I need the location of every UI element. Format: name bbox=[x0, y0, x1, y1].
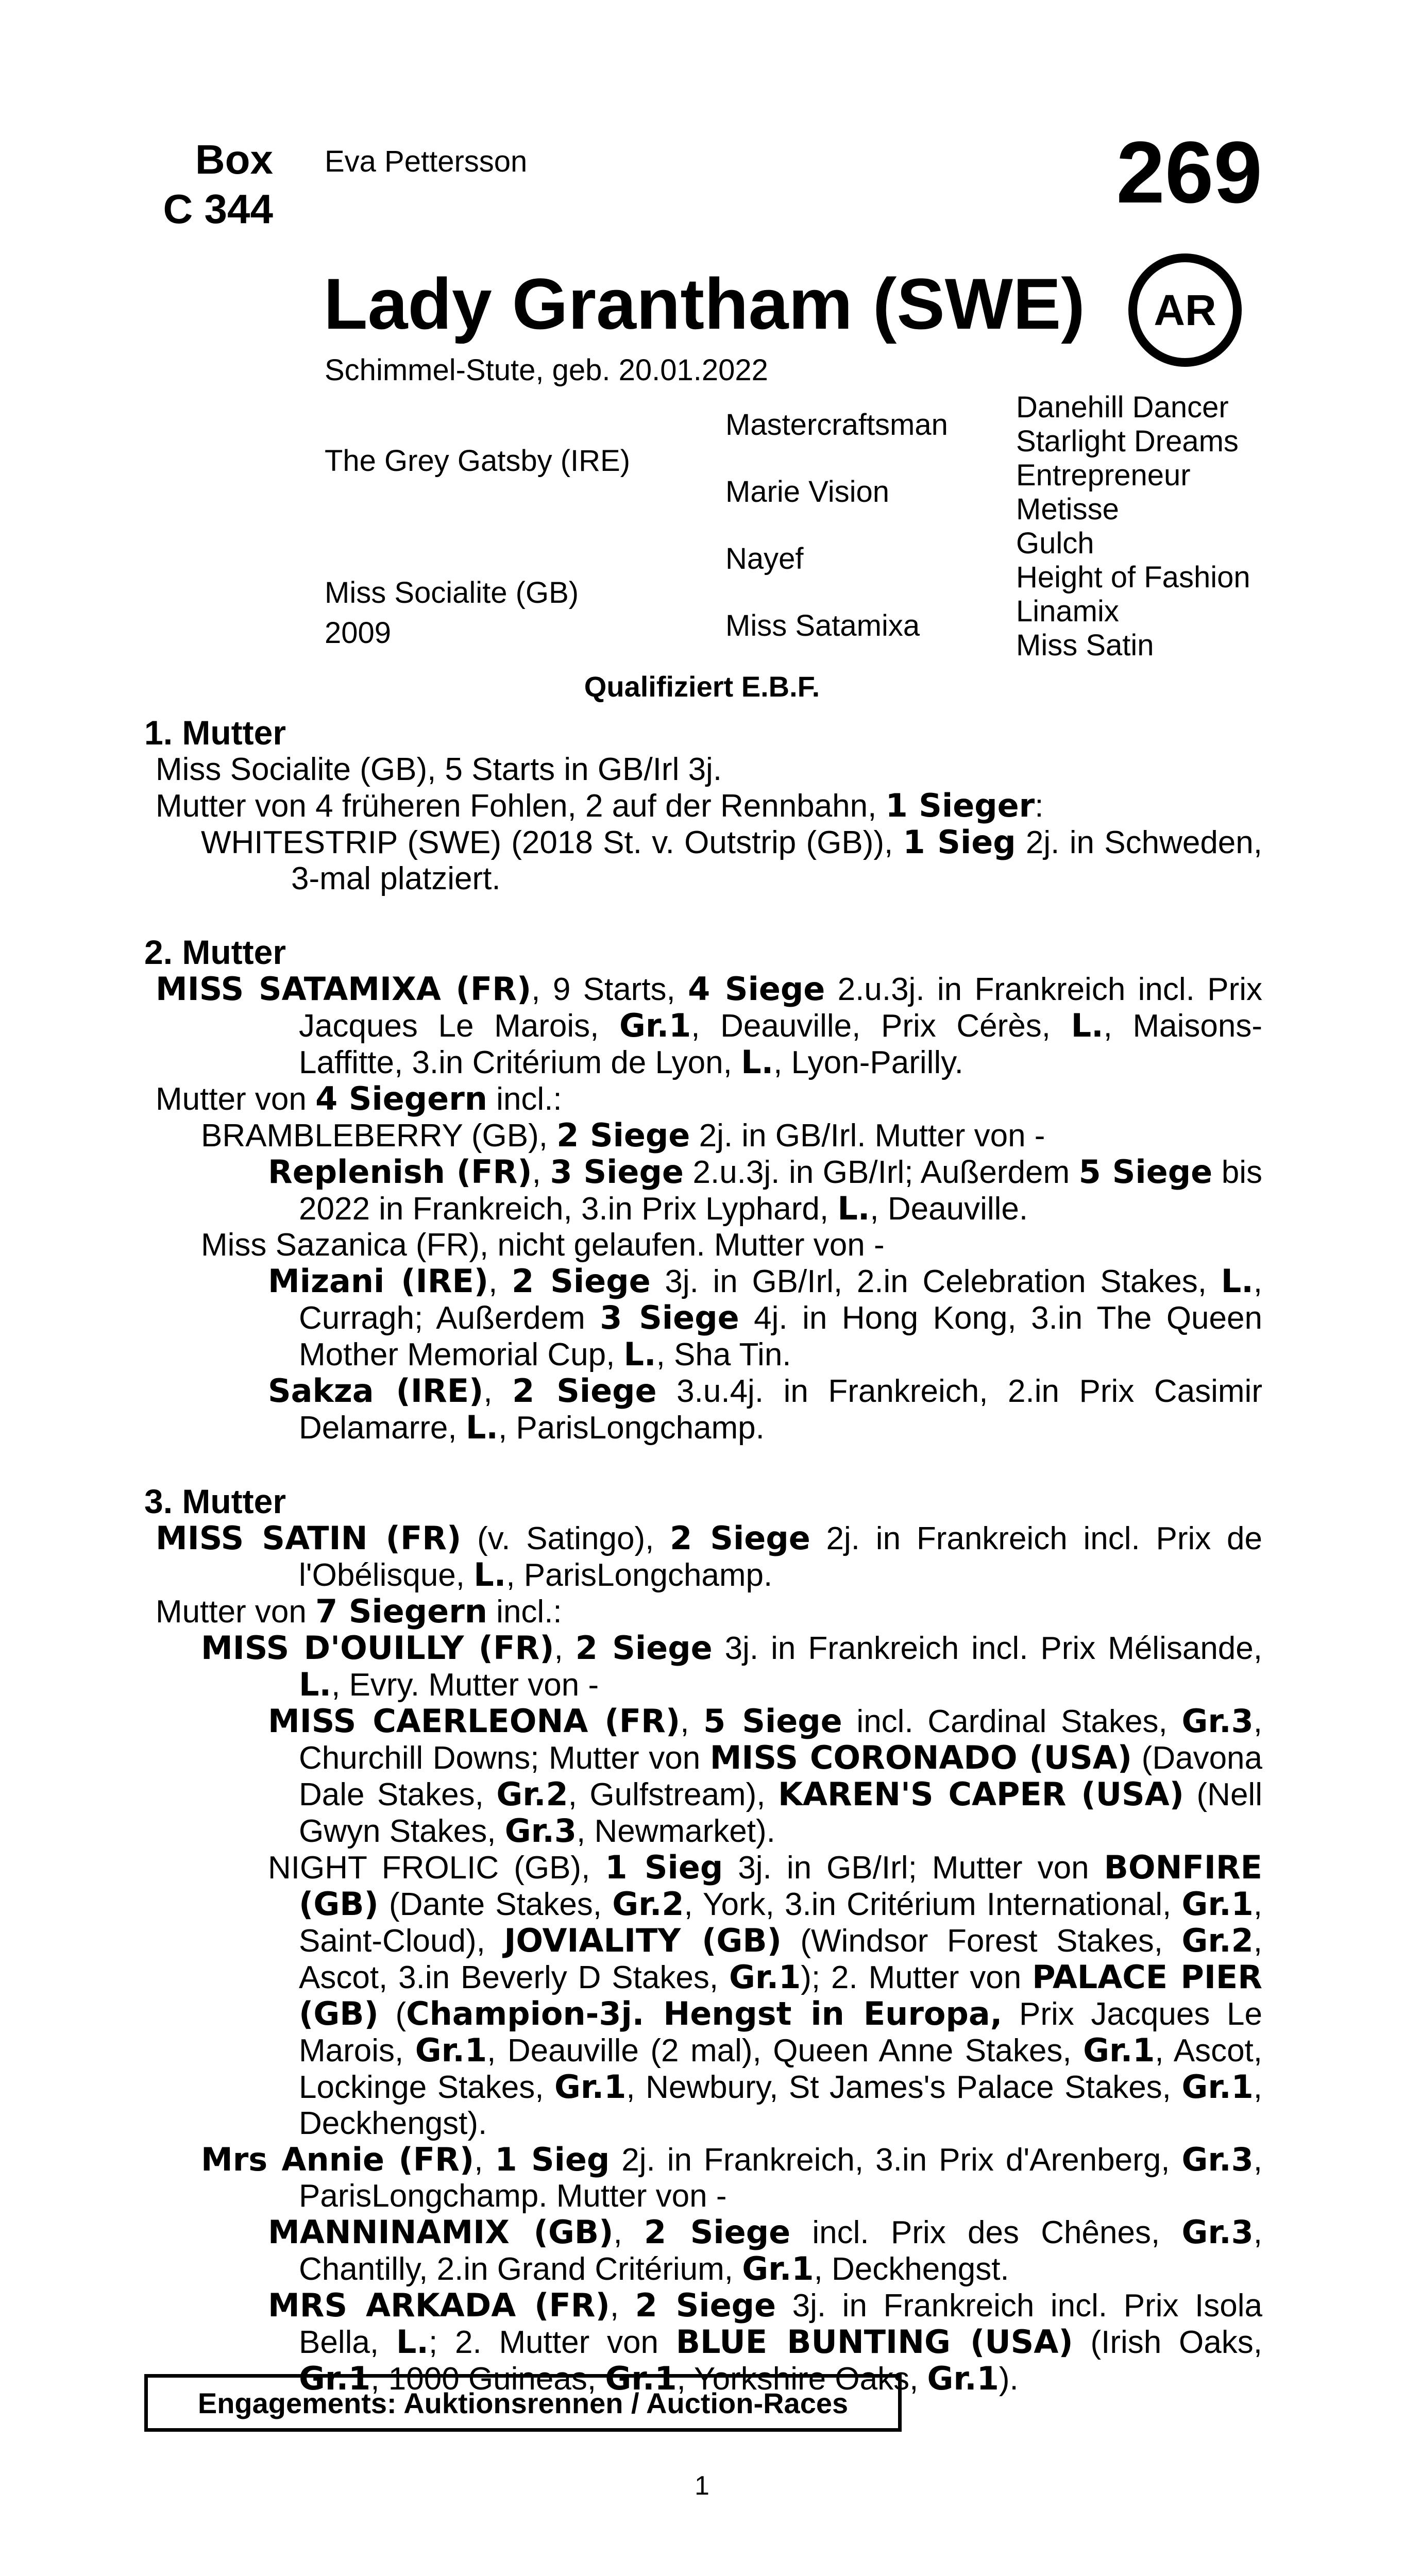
lot-number: 269 bbox=[1116, 124, 1262, 222]
qualification: Qualifiziert E.B.F. bbox=[584, 670, 820, 703]
pedigree-dam-year: 2009 bbox=[325, 616, 392, 650]
paragraph: MISS SATAMIXA (FR), 9 Starts, 4 Siege 2.u.3j. in Frankreich incl. Prix Jacques Le Marois, Gr.1, Deauville, Prix Cérès, L., Maisons-Laffitte, 3.in Critérium de Lyon, L., Lyon-Parilly. bbox=[156, 970, 1262, 1081]
pedigree-dam: Miss Socialite (GB) bbox=[325, 576, 579, 609]
pedigree-g3: Danehill Dancer Starlight Dreams Entrepreneur Metisse Gulch Height of Fashion Linamix Miss Satin bbox=[1016, 391, 1250, 662]
page-number: 1 bbox=[695, 2471, 709, 2501]
pedigree-sire-dam: Marie Vision bbox=[725, 475, 890, 509]
pedigree-dam-sire: Nayef bbox=[725, 542, 804, 575]
section-title-2: 2. Mutter bbox=[144, 933, 286, 971]
paragraph: Miss Sazanica (FR), nicht gelaufen. Mutter von - bbox=[201, 1227, 885, 1263]
paragraph: Mutter von 4 Siegern incl.: bbox=[156, 1080, 562, 1117]
section-title-3: 3. Mutter bbox=[144, 1482, 286, 1520]
section-title-1: 1. Mutter bbox=[144, 714, 286, 752]
engagements-box: Engagements: Auktionsrennen / Auction-Races bbox=[144, 2374, 902, 2432]
paragraph: Sakza (IRE), 2 Siege 3.u.4j. in Frankreich, 2.in Prix Casimir Delamarre, L., ParisLongchamp. bbox=[268, 1372, 1262, 1446]
paragraph: Miss Socialite (GB), 5 Starts in GB/Irl 3j. bbox=[156, 752, 722, 787]
paragraph: MANNINAMIX (GB), 2 Siege incl. Prix des Chênes, Gr.3, Chantilly, 2.in Grand Critérium, Gr.1, Deckhengst. bbox=[268, 2213, 1263, 2287]
ar-badge: AR bbox=[1128, 253, 1242, 367]
pedigree-sire-sire: Mastercraftsman bbox=[725, 408, 948, 442]
consignor: Eva Pettersson bbox=[325, 145, 528, 178]
paragraph: Replenish (FR), 3 Siege 2.u.3j. in GB/Irl; Außerdem 5 Siege bis 2022 in Frankreich, 3.in Prix Lyphard, L., Deauville. bbox=[268, 1153, 1262, 1227]
paragraph: Mizani (IRE), 2 Siege 3j. in GB/Irl, 2.in Celebration Stakes, L., Curragh; Außerdem 3 Siege 4j. in Hong Kong, 3.in The Queen Mother Memorial Cup, L., Sha Tin. bbox=[268, 1262, 1262, 1373]
horse-name: Lady Grantham (SWE) bbox=[324, 263, 1085, 344]
paragraph: MRS ARKADA (FR), 2 Siege 3j. in Frankreich incl. Prix Isola Bella, L.; 2. Mutter von BLUE BUNTING (USA) (Irish Oaks, Gr.1, 1000 Guineas, Gr.1, Yorkshire Oaks, Gr.1). bbox=[268, 2286, 1262, 2397]
paragraph: Mutter von 7 Siegern incl.: bbox=[156, 1592, 562, 1630]
horse-description: Schimmel-Stute, geb. 20.01.2022 bbox=[325, 353, 768, 387]
paragraph: MISS SATIN (FR) (v. Satingo), 2 Siege 2j. in Frankreich incl. Prix de l'Obélisque, L., ParisLongchamp. bbox=[156, 1519, 1262, 1594]
paragraph: NIGHT FROLIC (GB), 1 Sieg 3j. in GB/Irl; Mutter von BONFIRE (GB) (Dante Stakes, Gr.2, York, 3.in Critérium International, Gr.1, Saint-Cloud), JOVIALITY (GB) (Windsor Forest Stakes, Gr.2, Ascot, 3.in Beverly D Stakes, Gr.1); 2. Mutter von PALACE PIER (GB) (Champion-3j. Hengst in Europa, Prix Jacques Le Marois, Gr.1, Deauville (2 mal), Queen Anne Stakes, Gr.1, Ascot, Lockinge Stakes, Gr.1, Newbury, St James's Palace Stakes, Gr.1, Deckhengst). bbox=[268, 1849, 1263, 2141]
paragraph: Mrs Annie (FR), 1 Sieg 2j. in Frankreich, 3.in Prix d'Arenberg, Gr.3, ParisLongchamp. Mutter von - bbox=[201, 2141, 1263, 2214]
box-label: Box C 344 bbox=[163, 137, 273, 232]
paragraph: WHITESTRIP (SWE) (2018 St. v. Outstrip (GB)), 1 Sieg 2j. in Schweden, 3-mal platziert. bbox=[201, 823, 1262, 896]
family-text bbox=[144, 714, 1262, 2397]
pedigree-dam-dam: Miss Satamixa bbox=[725, 609, 920, 642]
paragraph: Mutter von 4 früheren Fohlen, 2 auf der Rennbahn, 1 Sieger: bbox=[156, 787, 1044, 824]
paragraph: BRAMBLEBERRY (GB), 2 Siege 2j. in GB/Irl. Mutter von - bbox=[201, 1116, 1045, 1154]
paragraph: MISS D'OUILLY (FR), 2 Siege 3j. in Frankreich incl. Prix Mélisande, L., Evry. Mutter von - bbox=[201, 1629, 1262, 1703]
paragraph: MISS CAERLEONA (FR), 5 Siege incl. Cardinal Stakes, Gr.3, Churchill Downs; Mutter von MISS CORONADO (USA) (Davona Dale Stakes, Gr.2, Gulfstream), KAREN'S CAPER (USA) (Nell Gwyn Stakes, Gr.3, Newmarket). bbox=[268, 1702, 1263, 1850]
pedigree-sire: The Grey Gatsby (IRE) bbox=[325, 444, 631, 478]
